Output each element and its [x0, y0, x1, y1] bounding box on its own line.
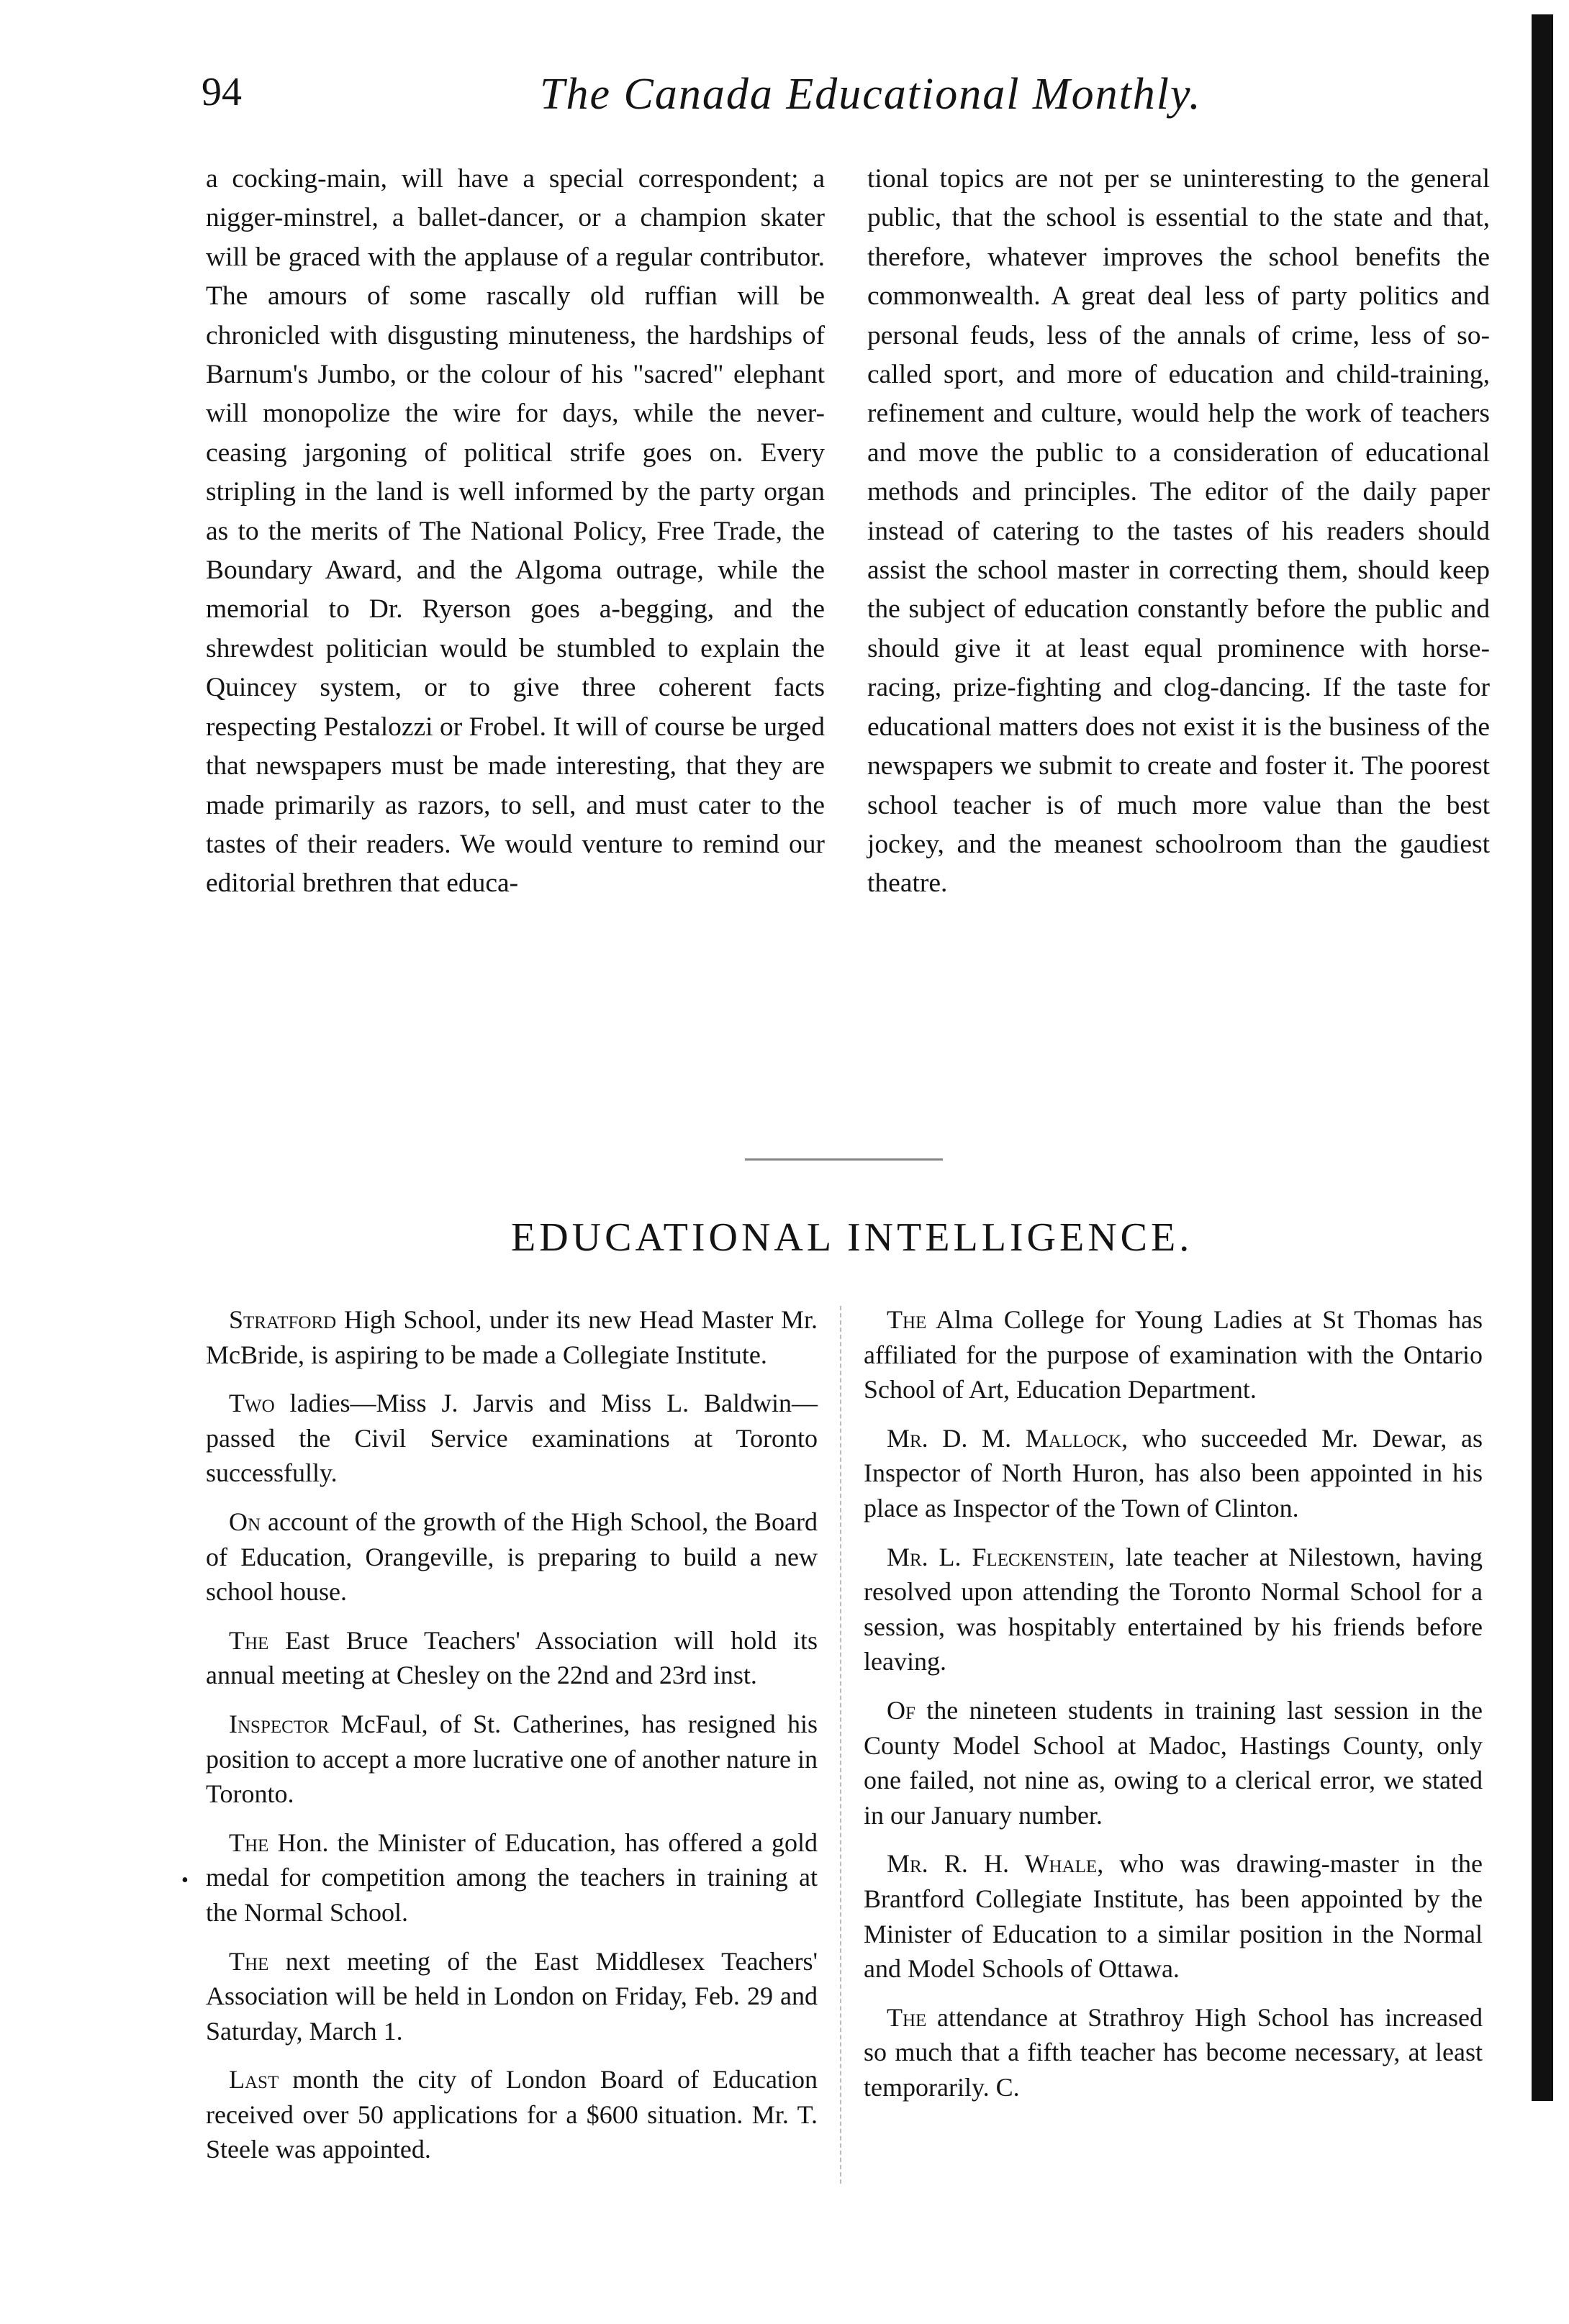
news-item-lead: Last: [229, 2065, 279, 2094]
news-item: [206, 1825, 818, 1930]
intelligence-left-column: [206, 1302, 818, 2181]
news-item: [864, 1846, 1483, 1986]
news-item: [206, 1302, 818, 1372]
news-item-text: Hon. the Minister of Education, has offered a gold medal for competition among the teachers in training at the Normal School.: [206, 1828, 818, 1927]
page-number: 94: [202, 70, 242, 114]
news-item-lead: Mr. R. H. Whale,: [887, 1849, 1104, 1879]
news-item-text: late teacher at Nilestown, having resolved upon attending the Toronto Normal School for a session, was hospitably entertained by his friends before leaving.: [864, 1542, 1483, 1676]
news-item: [206, 1707, 818, 1812]
news-item-lead: The: [229, 1946, 269, 1976]
news-item-lead: Of: [887, 1695, 915, 1725]
news-item-text: attendance at Strathroy High School has increased so much that a fifth teacher has become necessary, at least temporarily. C.: [864, 2002, 1483, 2102]
news-item: [864, 1693, 1483, 1833]
section-divider: [745, 1158, 943, 1161]
news-item-text: McFaul, of St. Catherines, has resigned his position to accept a more lucrative one of another nature in Toronto.: [206, 1709, 818, 1809]
news-item-text: East Bruce Teachers' Association will hold its annual meeting at Chesley on the 22nd and 23rd inst.: [206, 1625, 818, 1690]
news-item-lead: The: [887, 1305, 927, 1334]
news-item-text: Alma College for Young Ladies at St Thomas has affiliated for the purpose of examination with the Ontario School of Art, Education Department.: [864, 1305, 1483, 1404]
news-item-lead: Stratford: [229, 1305, 337, 1334]
news-item-text: account of the growth of the High School, the Board of Education, Orangeville, is preparing to build a new school house.: [206, 1507, 818, 1607]
column-divider: [840, 1306, 841, 2184]
news-item-lead: The: [229, 1625, 269, 1655]
news-item-lead: The: [229, 1828, 269, 1857]
news-item: [206, 1623, 818, 1693]
news-item-text: month the city of London Board of Education received over 50 applications for a $600 situation. Mr. T. Steele was appointed.: [206, 2065, 818, 2164]
news-item-lead: Two: [229, 1389, 275, 1418]
editorial-text: a cocking-main, will have a special correspondent; a nigger-minstrel, a ballet-dancer, or a champion skater will be graced with the applause of a regular contributor. The amours of some rascally old ruffian will be chronicled with disgusting minuteness, the hardships of Barnum's Jumbo, or the colour of his "sacred" elephant will monopolize the wire for days, while the never-ceasing jargoning of political strife goes on. Every stripling in the land is well informed by the party organ as to the merits of The National Policy, Free Trade, the Boundary Award, and the Algoma outrage, while the memorial to Dr. Ryerson goes a-begging, and the shrewdest politician would be stumbled to explain the Quincey system, or to give three coherent facts respecting Pestalozzi or Frobel. It will of course be urged that newspapers must be made interesting, that they are made primarily as razors, to sell, and must cater to the tastes of their readers. We would venture to remind our editorial brethren that educa-: [206, 164, 825, 899]
news-item: [206, 1504, 818, 1610]
intelligence-right-column: [864, 1302, 1483, 2118]
news-item-lead: Mr. L. Fleckenstein,: [887, 1542, 1115, 1571]
news-item: [864, 1540, 1483, 1679]
running-head: [202, 69, 1526, 134]
news-item: [864, 2000, 1483, 2105]
news-item-lead: On: [229, 1507, 261, 1536]
news-item: [206, 2062, 818, 2167]
section-heading: EDUCATIONAL INTELLIGENCE.: [511, 1215, 1193, 1260]
news-item: [864, 1302, 1483, 1407]
news-item-lead: The: [887, 2002, 927, 2032]
news-item-text: who was drawing-master in the Brantford Collegiate Institute, has been appointed by the Minister of Education to a similar position in the Normal and Model Schools of Ottawa.: [864, 1849, 1483, 1984]
news-item: [206, 1944, 818, 2049]
margin-mark: •: [181, 1869, 189, 1892]
news-item-text: the nineteen students in training last session in the County Model School at Madoc, Hastings County, only one failed, not nine as, owing to a clerical error, we stated in our January number.: [864, 1695, 1483, 1830]
news-item: [206, 1386, 818, 1491]
news-item-text: High School, under its new Head Master Mr. McBride, is aspiring to be made a Collegiate Institute.: [206, 1305, 818, 1369]
page-edge-shadow: [1532, 14, 1553, 2101]
news-item-lead: Inspector: [229, 1709, 330, 1738]
editorial-text: tional topics are not per se uninteresting to the general public, that the school is essential to the state and that, therefore, whatever improves the school benefits the commonwealth. A great deal less of party politics and personal feuds, less of the annals of crime, less of so-called sport, and more of education and child-training, refinement and culture, would help the work of teachers and move the public to a consideration of educational methods and principles. The editor of the daily paper instead of catering to the tastes of his readers should assist the school master in correcting them, should keep the subject of education constantly before the public and should give it at least equal prominence with horse-racing, prize-fighting and clog-dancing. If the taste for educational matters does not exist it is the business of the newspapers we submit to create and foster it. The poorest school teacher is of much more value than the best jockey, and the meanest schoolroom than the gaudiest theatre.: [867, 164, 1490, 899]
editorial-left-column: [206, 160, 825, 904]
news-item-text: ladies—Miss J. Jarvis and Miss L. Baldwin—passed the Civil Service examinations at Toronto successfully.: [206, 1389, 818, 1488]
news-item-text: who succeeded Mr. Dewar, as Inspector of North Huron, has also been appointed in his place as Inspector of the Town of Clinton.: [864, 1423, 1483, 1522]
news-item: [864, 1421, 1483, 1526]
journal-title: The Canada Educational Monthly.: [540, 70, 1202, 119]
news-item-lead: Mr. D. M. Mallock,: [887, 1423, 1129, 1453]
editorial-right-column: [867, 160, 1490, 904]
news-item-text: next meeting of the East Middlesex Teachers' Association will be held in London on Friday, Feb. 29 and Saturday, March 1.: [206, 1946, 818, 2046]
